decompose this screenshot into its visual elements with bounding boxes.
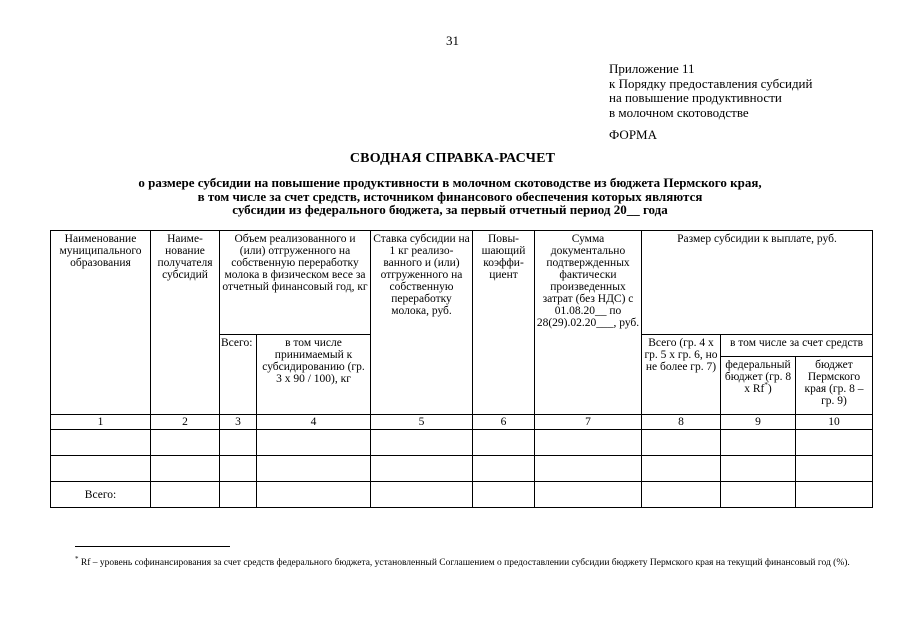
- table-cell: [473, 430, 535, 456]
- document-title: СВОДНАЯ СПРАВКА-РАСЧЕТ: [349, 151, 556, 166]
- page-number: 31: [446, 33, 459, 48]
- appendix-line: на повышение продуктивности: [609, 90, 782, 105]
- table-cell: [721, 456, 796, 482]
- column-number: 2: [151, 415, 220, 430]
- table-cell: [220, 456, 257, 482]
- footnote-text: Rf – уровень софинансирования за счет средств федерального бюджета, установленный Соглашением о предоставлении субсидии бюджету Пермского края на текущий финансовый год (%).: [78, 558, 850, 568]
- calculation-table: [50, 230, 873, 508]
- table-cell: [257, 456, 371, 482]
- header-subsidy-payout: Размер субсидии к выплате, руб.: [642, 231, 873, 335]
- subtitle-line: о размере субсидии на повышение продуктивности в молочном скотоводстве из бюджета Пермского края,: [138, 175, 762, 190]
- table-cell: [473, 482, 535, 508]
- table-cell: [257, 430, 371, 456]
- form-label: ФОРМА: [609, 127, 657, 142]
- table-row: [51, 456, 873, 482]
- table-cell: [642, 430, 721, 456]
- table-cell: [220, 482, 257, 508]
- header-municipality: Наименование муниципального образования: [51, 231, 151, 415]
- document-subtitle: [40, 176, 860, 217]
- table-cell: [721, 482, 796, 508]
- header-coefficient: Повы-шающий коэффи-циент: [473, 231, 535, 415]
- table-cell: [535, 456, 642, 482]
- header-volume-subsidized: в том числе принимаемый к субсидированию (гр. 3 х 90 / 100), кг: [257, 335, 371, 415]
- appendix-reference: [609, 62, 812, 120]
- appendix-line: в молочном скотоводстве: [609, 104, 749, 120]
- table-cell: [51, 456, 151, 482]
- table-cell: [796, 482, 873, 508]
- federal-budget-label-end: ): [767, 383, 772, 395]
- table-cell: [473, 456, 535, 482]
- header-funding-sources: в том числе за счет средств: [721, 335, 873, 357]
- header-federal-budget: [721, 357, 796, 415]
- table-cell: [151, 482, 220, 508]
- column-number: 3: [220, 415, 257, 430]
- table-cell: [721, 430, 796, 456]
- table-cell: [51, 430, 151, 456]
- table-cell: [642, 456, 721, 482]
- column-number: 7: [535, 415, 642, 430]
- column-number: 5: [371, 415, 473, 430]
- header-regional-budget: бюджет Пермского края (гр. 8 – гр. 9): [796, 357, 873, 415]
- column-number: 6: [473, 415, 535, 430]
- column-number: 4: [257, 415, 371, 430]
- table-cell: [796, 430, 873, 456]
- table-cell: [371, 456, 473, 482]
- footnote-marker: *: [764, 381, 768, 390]
- column-number: 1: [51, 415, 151, 430]
- footnote-divider: [75, 546, 230, 547]
- table-cell: [642, 482, 721, 508]
- table-cell: [535, 482, 642, 508]
- table-cell: [535, 430, 642, 456]
- table-total-row: [51, 482, 873, 508]
- subtitle-line: субсидии из федерального бюджета, за первый отчетный период 20__ года: [232, 202, 668, 217]
- table-cell: [151, 430, 220, 456]
- header-payout-total: Всего (гр. 4 х гр. 5 х гр. 6, но не более гр. 7): [642, 335, 721, 415]
- table-cell: [371, 482, 473, 508]
- table-row: [51, 430, 873, 456]
- footnote-marker: *: [75, 554, 79, 563]
- column-number: 10: [796, 415, 873, 430]
- federal-budget-label: федеральный бюджет (гр. 8 х Rf: [724, 359, 792, 395]
- header-volume-total: Всего:: [220, 335, 257, 415]
- header-recipient: Наиме-нование получателя субсидий: [151, 231, 220, 415]
- header-milk-volume: Объем реализованного и (или) отгруженного на собственную переработку молока в физическом весе за отчетный финансовый год, кг: [220, 231, 371, 335]
- total-label: Всего:: [51, 482, 151, 508]
- subtitle-line: в том числе за счет средств, источником финансового обеспечения которых являются: [197, 188, 703, 204]
- table-cell: [220, 430, 257, 456]
- footnote: [75, 556, 875, 571]
- appendix-line: к Порядку предоставления субсидий: [609, 75, 813, 91]
- column-number: 8: [642, 415, 721, 430]
- table-cell: [796, 456, 873, 482]
- table-cell: [257, 482, 371, 508]
- table-cell: [371, 430, 473, 456]
- header-subsidy-rate: Ставка субсидии на 1 кг реализо-ванного и (или) отгруженного на собственную переработку молока, руб.: [371, 231, 473, 415]
- appendix-line: Приложение 11: [609, 61, 695, 76]
- header-costs: Сумма документально подтвержденных фактически произведенных затрат (без НДС) с 01.08.20__ по 28(29).02.20___, руб.: [535, 231, 642, 415]
- column-number: 9: [721, 415, 796, 430]
- table-cell: [151, 456, 220, 482]
